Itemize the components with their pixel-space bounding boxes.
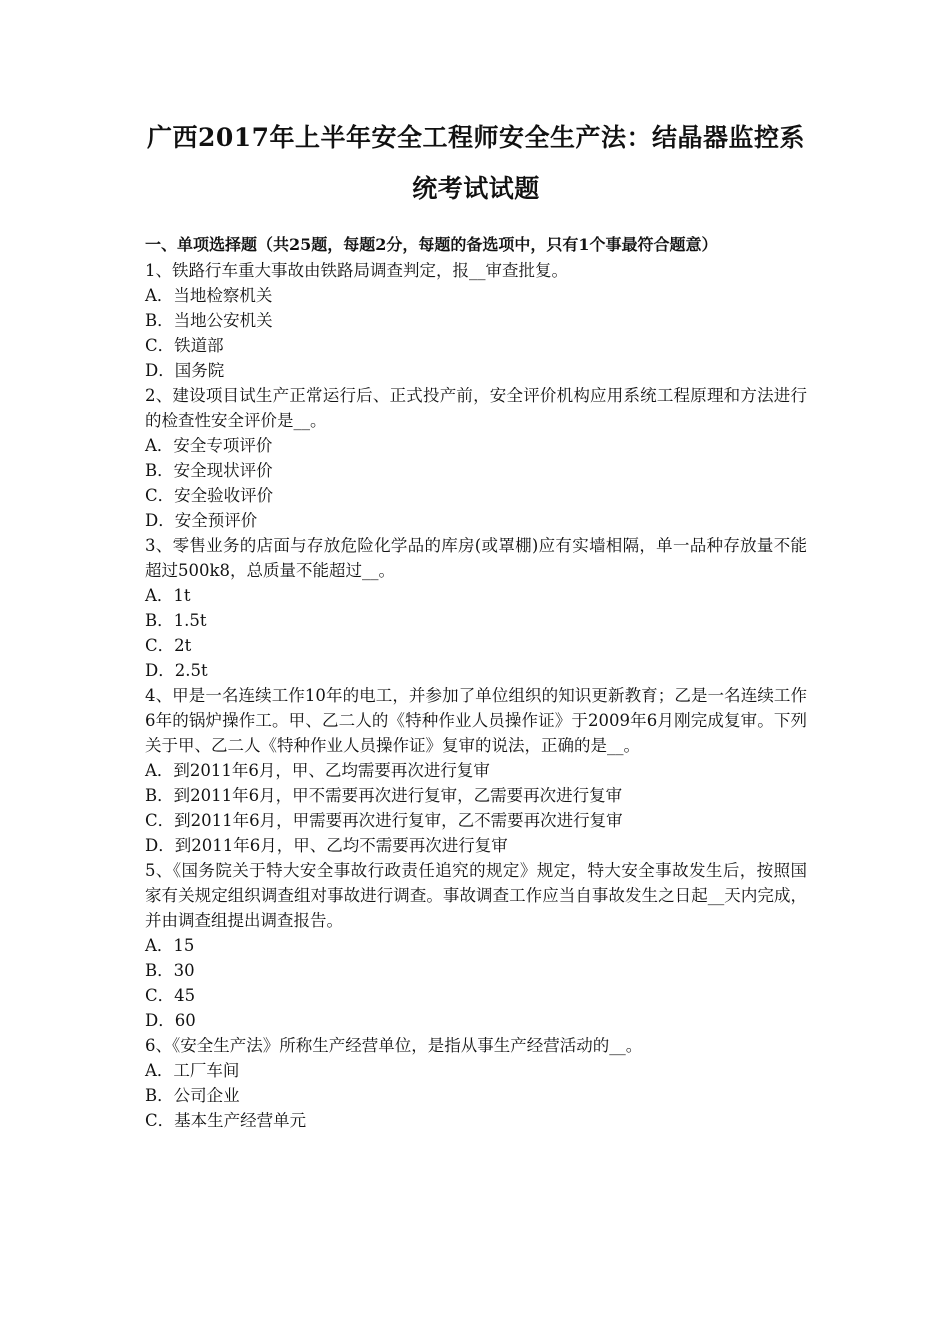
answer-option: D．国务院 [145,361,225,380]
question-block [145,683,807,858]
answer-option: B．30 [145,961,195,980]
question-stem: 4、甲是一名连续工作10年的电工，并参加了单位组织的知识更新教育；乙是一名连续工作6年的锅炉操作工。甲、乙二人的《特种作业人员操作证》于2009年6月刚完成复审。下列关于甲、乙二人《特种作业人员操作证》复审的说法，正确的是__。 [145,686,807,755]
answer-option: C．基本生产经营单元 [145,1111,307,1130]
answer-option: A．安全专项评价 [145,436,273,455]
answer-option: D．到2011年6月，甲、乙均不需要再次进行复审 [145,836,508,855]
question-stem: 5、《国务院关于特大安全事故行政责任追究的规定》规定，特大安全事故发生后，按照国家有关规定组织调查组对事故进行调查。事故调查工作应当自事故发生之日起__天内完成，并由调查组提出调查报告。 [145,861,807,930]
answer-option: B．当地公安机关 [145,311,273,330]
question-block [145,533,807,683]
document-page [145,112,807,1133]
answer-option: C．2t [145,636,192,655]
question-stem: 3、零售业务的店面与存放危险化学品的库房(或罩棚)应有实墙相隔，单一品种存放量不能超过500k8，总质量不能超过__。 [145,536,807,580]
question-stem: 2、建设项目试生产正常运行后、正式投产前，安全评价机构应用系统工程原理和方法进行的检查性安全评价是__。 [145,386,807,430]
answer-option: B．1.5t [145,611,207,630]
answer-option: D．60 [145,1011,196,1030]
answer-option: A．当地检察机关 [145,286,273,305]
document-title: 广西2017年上半年安全工程师安全生产法：结晶器监控系统考试试题 [146,123,806,203]
question-block [145,858,807,1033]
question-list [145,258,807,1133]
answer-option: A．到2011年6月，甲、乙均需要再次进行复审 [145,761,490,780]
question-block [145,383,807,533]
section-heading: 一、单项选择题（共25题，每题2分，每题的备选项中，只有1个事最符合题意） [145,235,718,254]
question-block [145,258,807,383]
answer-option: C．到2011年6月，甲需要再次进行复审，乙不需要再次进行复审 [145,811,623,830]
answer-option: D．2.5t [145,661,208,680]
answer-option: C．45 [145,986,196,1005]
answer-option: D．安全预评价 [145,511,258,530]
answer-option: B．安全现状评价 [145,461,273,480]
answer-option: C．铁道部 [145,336,224,355]
question-stem: 1、铁路行车重大事故由铁路局调查判定，报__审查批复。 [145,261,568,280]
question-block [145,1033,807,1133]
question-stem: 6、《安全生产法》所称生产经营单位，是指从事生产经营活动的__。 [145,1036,643,1055]
answer-option: A．15 [145,936,195,955]
answer-option: B．到2011年6月，甲不需要再次进行复审，乙需要再次进行复审 [145,786,623,805]
answer-option: C．安全验收评价 [145,486,274,505]
answer-option: B．公司企业 [145,1086,240,1105]
answer-option: A．工厂车间 [145,1061,240,1080]
answer-option: A．1t [145,586,191,605]
